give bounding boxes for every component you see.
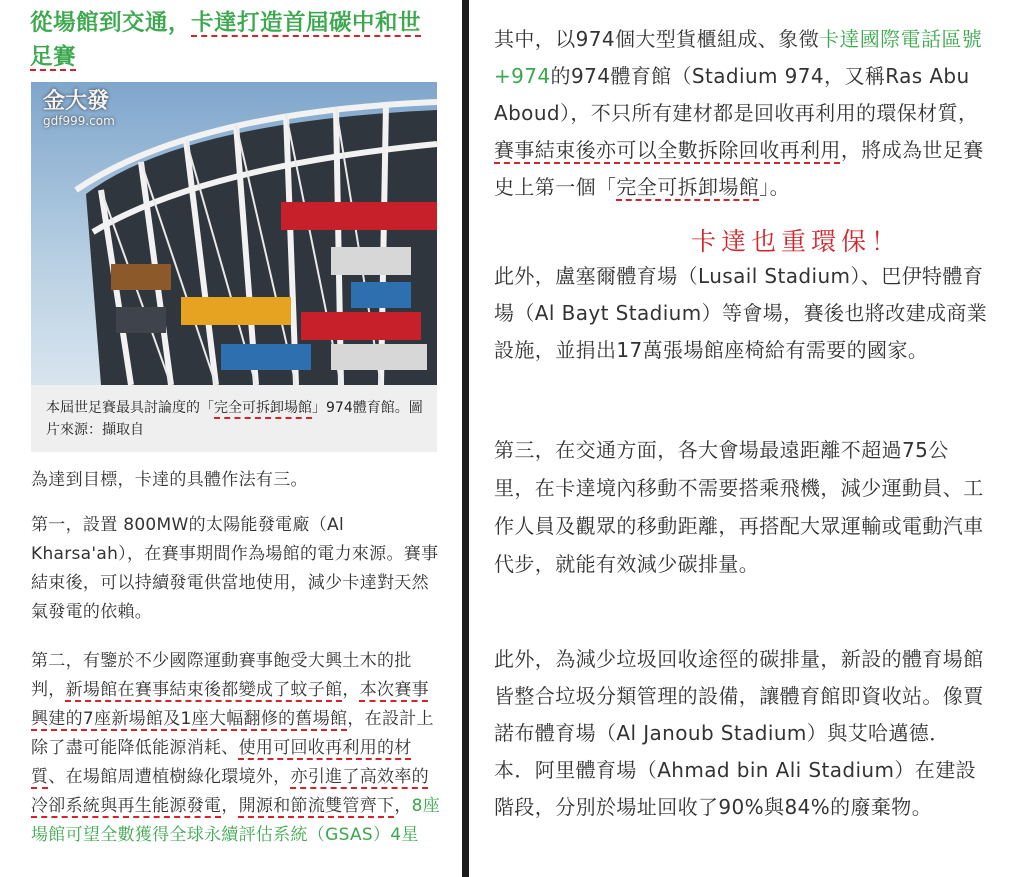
- paragraph-stadium-974: 其中，以974個大型貨櫃組成、象徵卡達國際電話區號+974的974體育館（Stadium 974，又稱Ras Abu Aboud），不只所有建材都是回收再利用的環保材質，賽事結束後亦可以全數拆除回收再利用，將成為世足賽史上第一個「完全可拆卸場館」。: [494, 27, 984, 199]
- paragraph-lusail-albayt: 此外，盧塞爾體育場（Lusail Stadium）、巴伊特體育場（Al Bayt Stadium）等會場，賽後也將改建成商業設施，並捐出17萬張場館座椅給有需要的國家。: [494, 264, 988, 362]
- stadium-974-photo: [31, 82, 437, 385]
- handwritten-annotation: 卡達也重環保！: [691, 227, 902, 256]
- watermark-logo: 金大發 gdf999.com: [43, 89, 115, 128]
- paragraph-second-measure: 第二，有鑒於不少國際運動賽事飽受大興土木的批判，新場館在賽事結束後都變成了蚊子館，本次賽事興建的7座新場館及1座大幅翻修的舊場館，在設計上除了盡可能降低能源消耗、使用可回收再利用的材質、在場館周遭植樹綠化環境外，亦引進了高效率的冷卻系統與再生能源發電，開源和節流雙管齊下，8座場館可望全數獲得全球永續評估系統（GSAS）4星: [31, 651, 441, 845]
- paragraph-intro: 為達到目標，卡達的具體作法有三。: [31, 470, 308, 490]
- photo-caption-box: [31, 385, 437, 452]
- article-headline: 從場館到交通，卡達打造首屆碳中和世足賽: [30, 10, 422, 70]
- paragraph-third-measure: 第三，在交通方面，各大會場最遠距離不超過75公里，在卡達境內移動不需要搭乘飛機，減少運動員、工作人員及觀眾的移動距離，再搭配大眾運輸或電動汽車代步，就能有效減少碳排量。: [494, 438, 984, 576]
- paragraph-waste-recycling: 此外，為減少垃圾回收途徑的碳排量，新設的體育場館皆整合垃圾分類管理的設備，讓體育館即資收站。像賈諾布體育場（Al Janoub Stadium）與艾哈邁德．本．阿里體育場（Ahmad bin Ali Stadium）在建設階段，分別於場址回收了90%與84%的廢棄物。: [494, 647, 984, 819]
- paragraph-first-measure: 第一，設置 800MW的太陽能發電廠（Al Kharsa'ah），在賽事期間作為場館的電力來源。賽事結束後，可以持續發電供當地使用，減少卡達對天然氣發電的依賴。: [31, 515, 439, 622]
- left-article-panel: [0, 0, 462, 877]
- photo-caption: 本屆世足賽最具討論度的「完全可拆卸場館」974體育館。圖片來源：擷取自: [46, 400, 423, 438]
- right-article-panel: [469, 0, 1024, 877]
